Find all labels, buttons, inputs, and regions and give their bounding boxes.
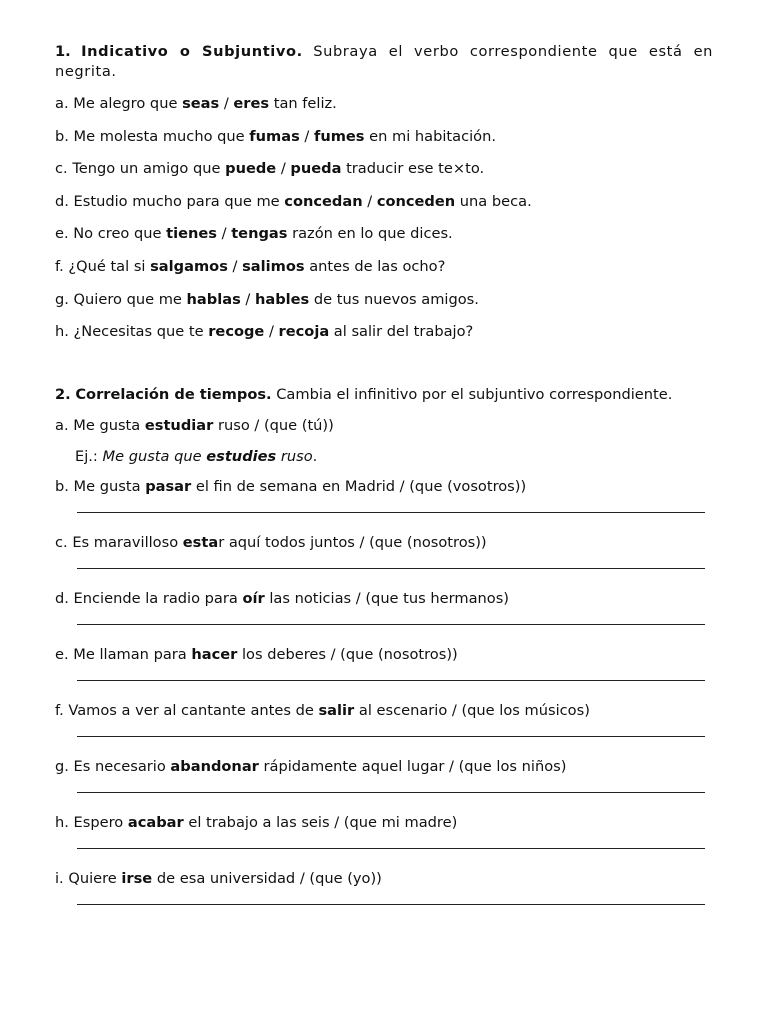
verb-option[interactable]: fumes	[313, 127, 365, 145]
list-item: a. Me gusta estudiar ruso / (que (tú))	[55, 416, 334, 434]
list-item: g. Es necesario abandonar rápidamente aquel lugar / (que los niños)	[55, 757, 567, 775]
list-item: e. Me llaman para hacer los deberes / (que (nosotros))	[55, 645, 458, 663]
verb-option[interactable]: salgamos	[150, 257, 228, 275]
section-2-title: Correlación de tiempos.	[75, 385, 272, 403]
section-1-number: 1.	[55, 43, 71, 60]
answer-line[interactable]	[77, 904, 705, 905]
verb-option[interactable]: recoge	[208, 323, 265, 341]
worksheet-page	[55, 42, 713, 925]
verb-option[interactable]: eres	[233, 95, 270, 112]
verb-option[interactable]: fumas	[249, 127, 300, 145]
section-2-instruction: Cambia el infinitivo por el subjuntivo correspondiente.	[276, 385, 673, 403]
section-1-instruction: Subraya el verbo correspondiente que está en negrita.	[55, 43, 713, 80]
verb-option[interactable]: conceden	[376, 192, 456, 210]
list-item: d. Enciende la radio para oír las noticias / (que tus hermanos)	[55, 589, 509, 607]
verb-option[interactable]: hables	[254, 290, 310, 308]
section-1-list	[55, 94, 713, 342]
list-item: b. Me gusta pasar el fin de semana en Madrid / (que (vosotros))	[55, 477, 527, 495]
answer-line[interactable]	[77, 512, 705, 513]
verb-option[interactable]: concedan	[284, 192, 363, 210]
answer-line[interactable]	[77, 624, 705, 625]
verb-option[interactable]: salimos	[242, 257, 305, 275]
verb-option[interactable]: tengas	[231, 225, 288, 243]
example-sentence: Ej.: Me gusta que estudies ruso.	[75, 447, 318, 465]
list-item: i. Quiere irse de esa universidad / (que (yo))	[55, 869, 382, 887]
verb-option[interactable]: hablas	[186, 290, 241, 308]
verb-option[interactable]: recoja	[278, 323, 330, 341]
section-2-number: 2.	[55, 385, 71, 403]
section-1-heading	[55, 42, 713, 82]
list-item: d. Estudio mucho para que me concedan / conceden una beca.	[55, 192, 532, 210]
answer-line[interactable]	[77, 792, 705, 793]
list-item: e. No creo que tienes / tengas razón en lo que dices.	[55, 225, 453, 243]
answer-line[interactable]	[77, 680, 705, 681]
answer-line[interactable]	[77, 848, 705, 849]
verb-option[interactable]: puede	[225, 160, 277, 178]
verb-option[interactable]: tienes	[166, 225, 217, 243]
section-1-title: Indicativo o Subjuntivo.	[81, 43, 303, 60]
list-item: c. Tengo un amigo que puede / pueda traducir ese te×to.	[55, 160, 485, 178]
list-item: f. Vamos a ver al cantante antes de salir al escenario / (que los músicos)	[55, 701, 590, 719]
list-item: a. Me alegro que seas / eres tan feliz.	[55, 95, 337, 112]
verb-option[interactable]: seas	[182, 95, 220, 112]
list-item: f. ¿Qué tal si salgamos / salimos antes de las ocho?	[55, 257, 446, 275]
verb-option[interactable]: pueda	[290, 160, 342, 178]
list-item: c. Es maravilloso estar aquí todos juntos / (que (nosotros))	[55, 533, 487, 551]
list-item: h. ¿Necesitas que te recoge / recoja al salir del trabajo?	[55, 323, 474, 341]
section-2-heading	[55, 385, 713, 405]
list-item: g. Quiero que me hablas / hables de tus nuevos amigos.	[55, 290, 479, 308]
section-2-list	[55, 477, 713, 905]
answer-line[interactable]	[77, 736, 705, 737]
list-item: h. Espero acabar el trabajo a las seis / (que mi madre)	[55, 813, 458, 831]
answer-line[interactable]	[77, 568, 705, 569]
section-spacer	[55, 355, 713, 385]
list-item: b. Me molesta mucho que fumas / fumes en mi habitación.	[55, 127, 496, 145]
